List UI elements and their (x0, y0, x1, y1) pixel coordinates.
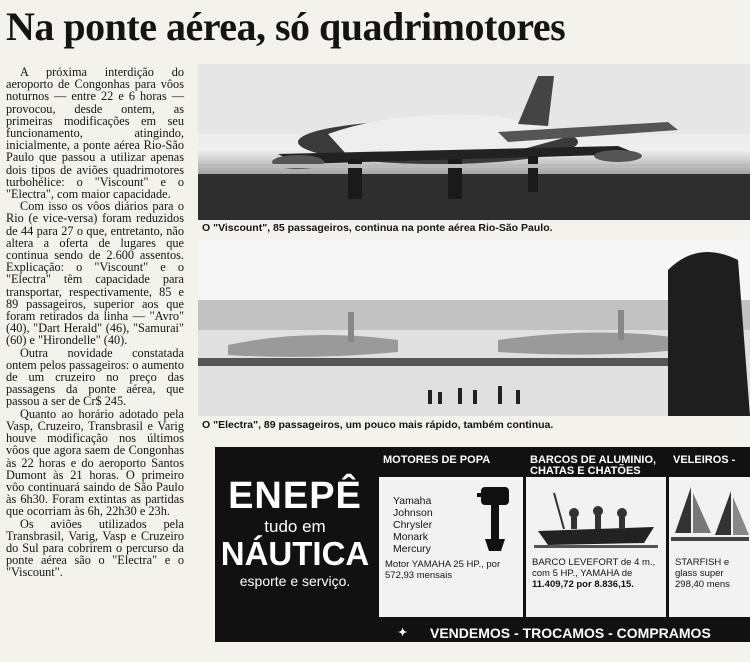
article-paragraph: Outra novidade constatada ontem pelos passageiros: o aumento de um cruzeiro no preço das passagens da ponte aérea, que passou a ser de Cr$ 245. (6, 345, 184, 409)
veleiros-panel (669, 451, 750, 617)
ad-brand-block (215, 447, 375, 622)
veleiro-offer (675, 557, 750, 590)
veleiros-title: VELEIROS - (669, 451, 750, 477)
photo-caption: O "Electra", 89 passageiros, um pouco mais rápido, também continua. (202, 419, 554, 431)
barcos-panel (526, 451, 666, 617)
motor-brand: Monark (393, 531, 429, 543)
veleiro-offer-line: STARFISH e (675, 557, 730, 568)
barcos-title: BARCOS DE ALUMINIO, CHATAS E CHATÕES (526, 451, 666, 477)
ad-brand: ENEPÊ (228, 475, 362, 517)
boat-icon (534, 483, 658, 551)
veleiro-offer-line: glass super (675, 568, 724, 579)
barco-offer-price: 11.409,72 por 8.836,15. (532, 579, 634, 590)
ad-bottom-banner (215, 625, 750, 642)
ad-tagline-main: NÁUTICA (220, 535, 370, 572)
motor-brand-list (393, 495, 433, 555)
viscount-photo (198, 64, 750, 220)
ad-bottom-text: VENDEMOS - TROCAMOS - COMPRAMOS (430, 625, 711, 641)
ad-tagline-sub: esporte e serviço. (239, 573, 351, 589)
motor-offer: Motor YAMAHA 25 HP., por 572,93 mensais (385, 559, 501, 581)
star-icon: ✦ (398, 627, 408, 639)
article-paragraph: Os aviões utilizados pela Transbrasil, Varig, Vasp e Cruzeiro do Sul para cobrirem o percurso da ponte aérea são o "Electra" e o "Viscount". (6, 516, 184, 580)
barco-offer-line: BARCO LEVEFORT de 4 m., com 5 HP., YAMAHA de (532, 557, 656, 579)
barco-offer (532, 557, 662, 590)
ad-tagline: tudo em (264, 517, 326, 536)
nautica-advertisement (215, 447, 750, 642)
article-paragraph: Com isso os vôos diários para o Rio (e vice-versa) foram reduzidos de 44 para 27 o que, entretanto, não altera a oferta de lugares que continua sendo de 2.600 assentos. Explicação: o "Viscount" e o "Electra" têm capacidade para transportar, respectivamente, 85 e 89 passageiros, superior aos que foram retirados da linha — "Avro" (40), "Dart Herald" (46), "Samurai" (60) e "Hirondelle" (40). (6, 199, 184, 348)
motores-title: MOTORES DE POPA (379, 451, 523, 477)
article-paragraph: A próxima interdição do aeroporto de Congonhas para vôos noturnos — entre 22 e 6 horas — provocou, desde ontem, as primeiras modificações em seu funcionamento, atingindo, inicialmente, a ponte aérea Rio-São Paulo que passou a utilizar apenas dois tipos de aviões quadrimotores turbohélice: o "Viscount" e o "Electra", com maior capacidade. (6, 65, 184, 202)
photo-caption: O "Viscount", 85 passageiros, continua na ponte aérea Rio-São Paulo. (202, 222, 553, 234)
motor-brand: Chrysler (393, 519, 433, 531)
article-paragraph: Quanto ao horário adotado pela Vasp, Cruzeiro, Transbrasil e Varig houve modificação nos últimos vôos que agora saem de Congonhas às 22 horas e do aeroporto Santos Dumont às 21 horas. O primeiro vôo continuará saindo de São Paulo às 6h30. Foram extintas as partidas que ocorriam às 6h, 22h30 e 23h. (6, 406, 184, 519)
motor-brand: Mercury (393, 543, 431, 555)
outboard-motor-icon (475, 485, 515, 555)
sailboat-icon (671, 483, 749, 551)
motor-brand: Johnson (393, 507, 433, 519)
motor-brand: Yamaha (393, 495, 432, 507)
veleiro-offer-line: 298,40 mens (675, 579, 730, 590)
electra-photo (198, 240, 750, 416)
article-body (6, 66, 184, 579)
motores-panel (379, 451, 523, 617)
headline: Na ponte aérea, só quadrimotores (6, 4, 566, 49)
